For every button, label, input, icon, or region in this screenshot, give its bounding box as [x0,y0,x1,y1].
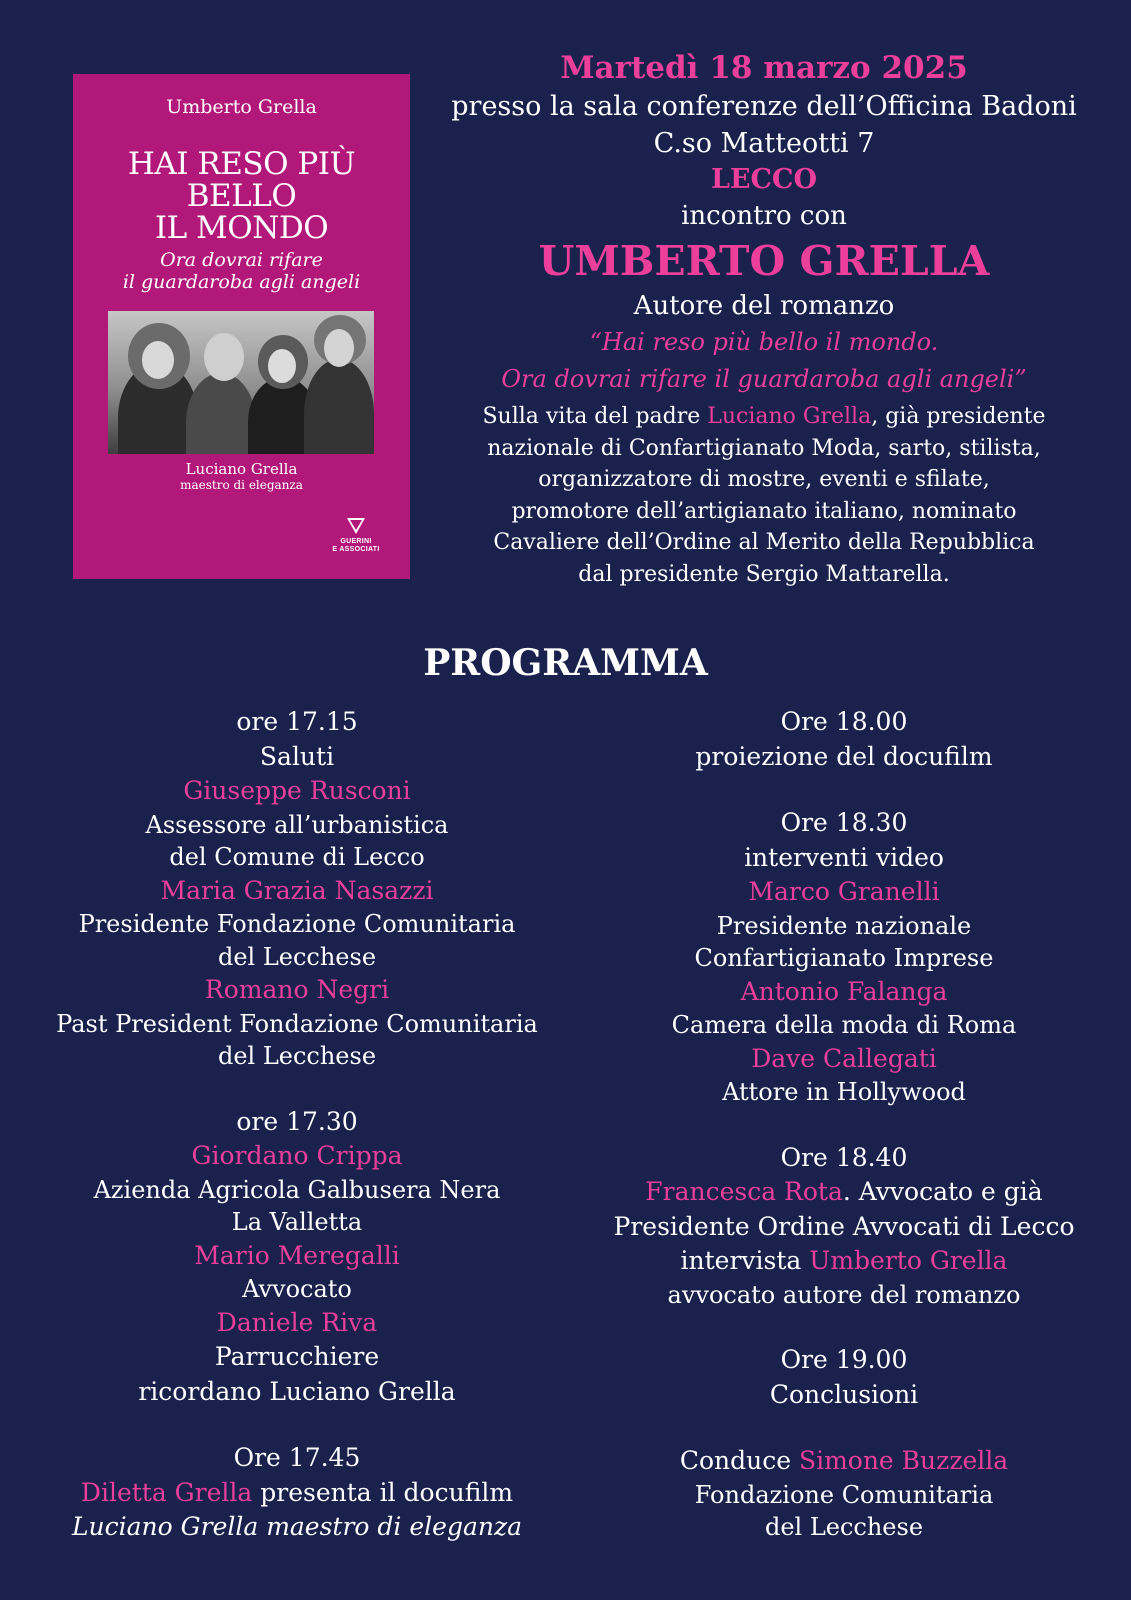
speaker-role: Camera della moda di Roma [671,1011,1017,1039]
speaker-role: Attore in Hollywood [722,1078,966,1106]
cover-caption-subtitle: maestro di eleganza [180,478,303,492]
author-bio [446,401,1082,590]
programme-note: ricordano Luciano Grella [138,1376,456,1406]
programme-note: avvocato autore del romanzo [667,1280,1021,1309]
programme-label: interventi video [744,842,944,872]
speaker-name: Romano Negri [204,975,390,1004]
programme-label: Conclusioni [769,1379,919,1409]
speaker-role: Parrucchiere [214,1342,380,1371]
programme-right-column [570,705,1118,1544]
programme-line: intervista Umberto Grella [680,1246,1008,1275]
speaker-role: del Lecchese [217,942,377,971]
event-venue: presso la sala conferenze dell’Officina Badoni [451,91,1077,122]
programme-left-column [25,705,569,1545]
event-date: Martedì 18 marzo 2025 [560,50,968,86]
bio-line: Cavaliere dell’Ordine al Merito della Repubblica [493,530,1035,555]
cover-title [73,148,410,244]
cover-title-line: BELLO [186,178,297,214]
film-title: Luciano Grella maestro di eleganza [71,1512,523,1541]
cover-photo [108,311,374,454]
speaker-name: Antonio Falanga [740,976,948,1006]
event-address: C.so Matteotti 7 [653,128,875,159]
speaker-role: Past President Fondazione Comunitaria [56,1009,538,1038]
programme-time: Ore 18.40 [780,1142,908,1172]
bio-line: dal presidente Sergio Mattarella. [578,561,950,587]
cover-caption-name: Luciano Grella [185,460,298,478]
cover-title-line: IL MONDO [154,210,329,246]
speaker-name: Diletta Grella [80,1477,253,1507]
speaker-role: Presidente nazionale [716,911,972,940]
speaker-name: Giordano Crippa [191,1141,403,1170]
cover-author: Umberto Grella [166,96,317,118]
event-intro: incontro con [681,201,847,231]
speaker-name: Marco Granelli [748,877,940,906]
book-cover [73,74,410,579]
programme-line: Francesca Rota. Avvocato e già [645,1177,1043,1206]
bio-line: organizzatore di mostre, eventi e sfilate, [538,467,990,492]
publisher-logo [321,518,391,554]
programme-label: proiezione del docufilm [695,741,993,771]
speaker-role: Assessore all’urbanistica [145,810,449,839]
programme-time: Ore 19.00 [780,1345,908,1374]
cover-subtitle-line: il guardaroba agli angeli [122,271,361,293]
cover-title-line: HAI RESO PIÙ [127,146,356,182]
programme-time: ore 17.15 [236,707,358,736]
programme-time: Ore 18.00 [780,707,908,736]
programme-time: Ore 17.45 [233,1443,361,1472]
speaker-name: Maria Grazia Nasazzi [160,875,434,905]
programme-line: Presidente Ordine Avvocati di Lecco [613,1211,1075,1241]
cover-subtitle-line: Ora dovrai rifare [160,249,323,271]
bio-line: promotore dell’artigianato italiano, nominato [511,498,1017,524]
cover-subtitle [73,249,410,293]
speaker-name: Mario Meregalli [194,1240,400,1270]
programme-label: Saluti [259,741,335,771]
speaker-role: Presidente Fondazione Comunitaria [78,910,516,938]
bio-line: nazionale di Confartigianato Moda, sarto, stilista, [487,435,1041,461]
speaker-role: La Valletta [231,1208,363,1236]
programme-time: Ore 18.30 [780,808,908,837]
speaker-role: del Lecchese [217,1042,377,1070]
speaker-name: Francesca Rota [645,1177,843,1206]
programme-host: Conduce Simone Buzzella [679,1446,1009,1475]
speaker-role: del Comune di Lecco [169,843,425,871]
speaker-name: Simone Buzzella [798,1446,1009,1475]
book-title-line: Ora dovrai rifare il guardaroba agli angeli” [501,365,1027,393]
event-city: LECCO [710,164,818,195]
book-title-line: “Hai reso più bello il mondo. [589,328,939,356]
host-organisation: del Lecchese [764,1513,924,1541]
speaker-name: Giuseppe Rusconi [183,776,411,805]
speaker-role: Confartigianato Imprese [694,944,994,972]
programme-time: ore 17.30 [236,1106,358,1136]
speaker-name: Umberto Grella [809,1246,1008,1275]
speaker-name: Dave Callegati [751,1043,937,1073]
event-details [446,48,1082,590]
bio-person-name: Luciano Grella [707,404,872,429]
bio-line: Sulla vita del padre Luciano Grella, già presidente [482,404,1046,429]
event-author: UMBERTO GRELLA [538,237,990,285]
speaker-role: Avvocato [242,1275,352,1303]
author-role: Autore del romanzo [633,291,895,321]
speaker-name: Daniele Riva [216,1307,378,1337]
publisher-name: GUERINI E ASSOCIATI [332,538,380,553]
programme-heading: PROGRAMMA [423,642,708,684]
host-organisation: Fondazione Comunitaria [694,1480,994,1509]
speaker-role: Azienda Agricola Galbusera Nera [93,1175,501,1204]
programme-line: Diletta Grella presenta il docufilm [80,1477,514,1507]
